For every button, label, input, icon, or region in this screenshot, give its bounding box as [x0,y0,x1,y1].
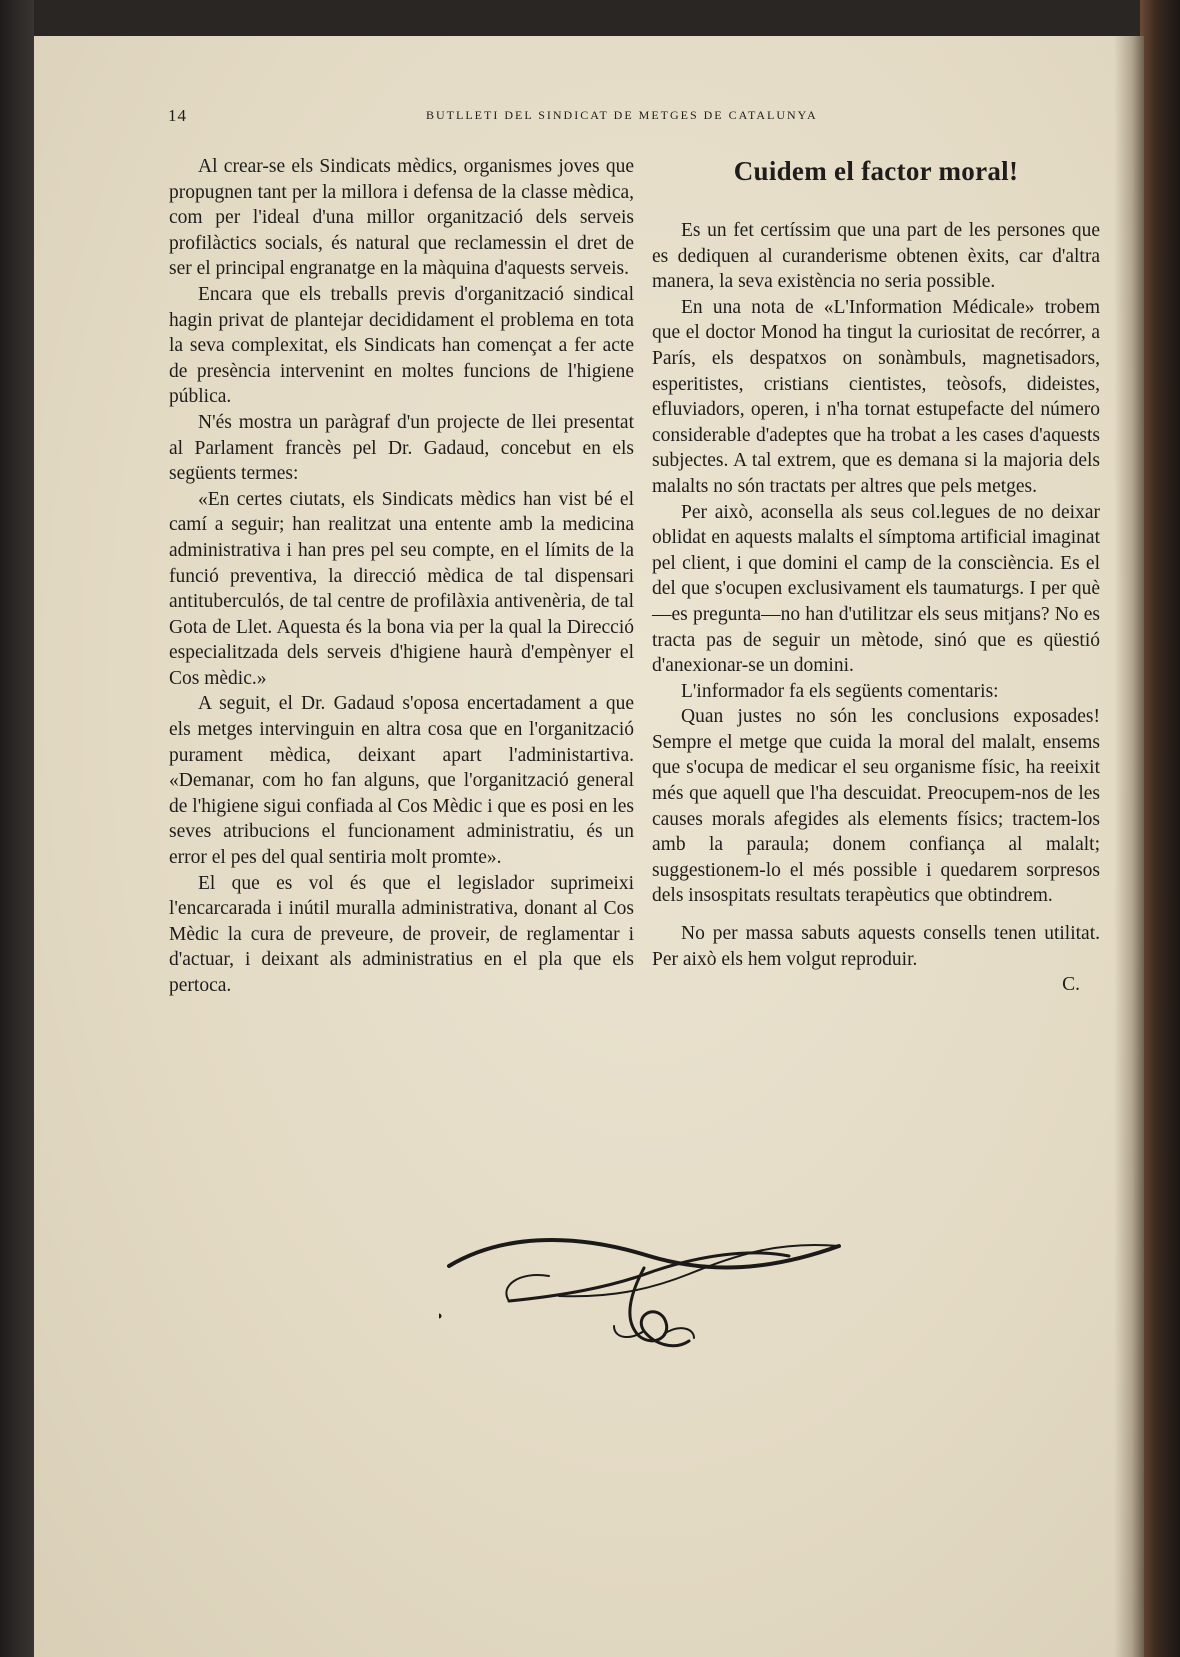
paragraph: En una nota de «L'Information Médicale» trobem que el doctor Monod ha tingut la curiositat de recórrer, a París, els despatxos on sonàmbuls, magnetisadors, esperitistes, cristians cientistes, teòsofs, dideistes, efluviadors, operen, i n'ha tornat estupefacte del número considerable d'adeptes que ha trobat a les cases d'aquests subjectes. A tal extrem, que es demana si la majoria dels malalts no són tractats per altres que pels metges. [652,296,1100,497]
article-title: Cuidem el factor moral! [733,156,1019,186]
paragraph: Al crear-se els Sindicats mèdics, organismes joves que propugnen tant per la millora i defensa de la classe mèdica, com per l'ideal d'una millor organització dels serveis profilàctics socials, és natural que reclamessin el dret de ser el principal engranatge en la màquina d'aquests serveis. [169,156,634,280]
paragraph: Quan justes no són les conclusions exposades! Sempre el metge que cuida la moral del malalt, ensems que s'ocupa de medicar el seu organisme físic, ha reeixit més que aquell que l'ha descuidat. Preocupem-nos de les causes morals afegides als elements físics; tractem-los amb la paraula; donem confiança al malalt; suggestionem-lo el més possible i quedarem sorpresos dels insospitats resultats terapèutics que obtindrem. [652,706,1100,907]
document-page [34,36,1144,1657]
paragraph: No per massa sabuts aquests consells tenen utilitat. Per això els hem volgut reproduir. [652,923,1100,970]
paragraph: Per això, aconsella als seus col.legues de no deixar oblidat en aquests malalts el símptoma artificial imaginat pel client, i que domini el camp de la consciència. Es el del que s'ocupen exclusivament els taumaturgs. I per què—es pregunta—no han d'utilitzar els seus mitjans? No es tracta pas de seguir un mètode, sinó que es qüestió d'anexionar-se un domini. [652,501,1100,677]
page-shadow-edge [1114,36,1144,1657]
paragraph: A seguit, el Dr. Gadaud s'oposa encertadament a que els metges intervinguin en altra cosa que en l'organització purament mèdica, deixant apart l'administartiva. «Demanar, com ho fan alguns, que l'organització general de l'higiene sigui confiada al Cos Mèdic i que es posi en les seves atribucions el funcionament administratiu, és un error el pes del qual sentiria molt promte». [169,693,634,869]
page-number: 14 [168,106,187,125]
paragraph: «En certes ciutats, els Sindicats mèdics han vist bé el camí a seguir; han realitzat una entente amb la medicina administrativa i han pres pel seu compte, en el límits de la funció preventiva, la direcció mèdica de tal dispensari antituberculós, de tal centre de profilàxia antivenèria, de tal Gota de Llet. Aquesta és la bona via per la qual la Direcció especialitzada dels serveis d'higiene haurà d'empènyer el Cos mèdic.» [169,488,634,689]
scan-background-left [0,0,34,1657]
left-column [169,154,634,999]
right-column [652,154,1100,998]
book-spine-edge [1140,0,1180,1657]
paragraph: Es un fet certíssim que una part de les persones que es dediquen al curanderisme obtenen èxits, car d'altra manera, la seva existència no seria possible. [652,220,1100,293]
paragraph: Encara que els treballs previs d'organització sindical hagin privat de plantejar decididament el problema en tota la seva complexitat, els Sindicats han començat a fer acte de presència intervenint en moltes funcions de l'higiene pública. [169,283,634,408]
paragraph: El que es vol és que el legislador suprimeixi l'encarcarada i inútil muralla administrativa, donant al Cos Mèdic la cura de preveure, de proveir, de reglamentar i d'actuar, i deixant als administratius en el pla que els pertoca. [169,872,634,996]
calligraphic-flourish-icon [439,1226,859,1386]
paragraph: L'informador fa els següents comentaris: [681,680,999,702]
running-head: BUTLLETI DEL SINDICAT DE METGES DE CATALUNYA [426,108,818,122]
signature: C. [1062,974,1080,996]
paragraph: N'és mostra un paràgraf d'un projecte de llei presentat al Parlament francès pel Dr. Gadaud, concebut en els següents termes: [169,411,634,485]
